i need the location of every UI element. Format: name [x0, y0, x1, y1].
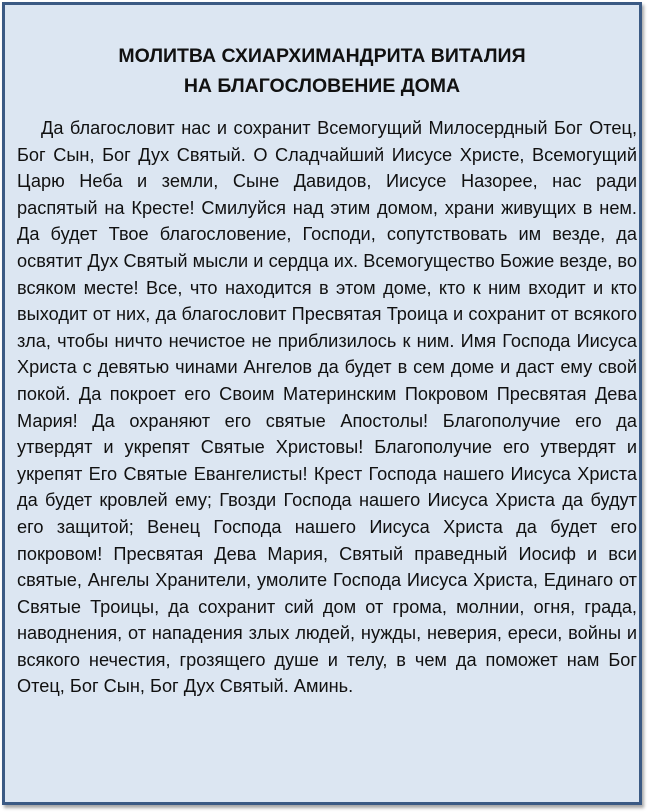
prayer-title — [5, 41, 639, 101]
prayer-title-line-2: НА БЛАГОСЛОВЕНИЕ ДОМА — [183, 75, 461, 97]
prayer-title-line-1: МОЛИТВА СХИАРХИМАНДРИТА ВИТАЛИЯ — [118, 45, 526, 67]
prayer-card — [2, 2, 642, 805]
prayer-text: Да благословит нас и сохранит Всемогущий Милосердный Бог Отец, Бог Сын, Бог Дух Святый. О Сладчайший Иисусе Христе, Всемогущий Царю Неба и земли, Сыне Давидов, Иисусе Назорее, нас ради распятый на Кресте! Смилуйся над этим домом, храни живущих в нем. Да будет Твое благословение, Господи, сопутствовать им везде, да освятит Дух Святый мысли и сердца их. Всемогущество Божие везде, во всяком месте! Все, что находится в этом доме, кто к ним входит и кто выходит от них, да благословит Пресвятая Троица и сохранит от всякого зла, чтобы ничто нечистое не приблизилось к ним. Имя Господа Иисуса Христа с девятью чинами Ангелов да будет в сем доме и даст ему свой покой. Да покроет его Своим Материнским Покровом Пресвятая Дева Мария! Да охраняют его святые Апостолы! Благополучие его да утвердят и укрепят Святые Христовы! Благополучие его утвердят и укрепят Его Святые Евангелисты! Крест Господа нашего Иисуса Христа да будет кровлей ему; Гвозди Господа нашего Иисуса Христа да будут его защитой; Венец Господа нашего Иисуса Христа да будет его покровом! Пресвятая Дева Мария, Святый праведный Иосиф и вси святые, Ангелы Хранители, умолите Господа Иисуса Христа, Единаго от Святые Троицы, да сохранит сий дом от грома, молнии, огня, града, наводнения, от нападения злых людей, нужды, неверия, ереси, войны и всякого нечестия, грозящего душе и телу, в чем да поможет нам Бог Отец, Бог Сын, Бог Дух Святый. Аминь. — [17, 118, 637, 697]
